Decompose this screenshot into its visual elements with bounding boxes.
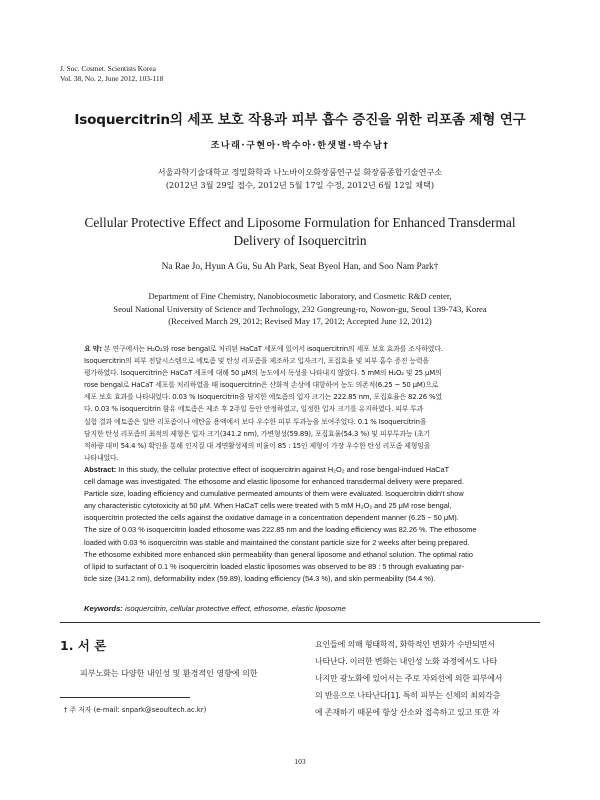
- english-abstract-line: cell damage was investigated. The ethosome and elastic liposome for enhanced transdermal delivery were prepared.: [84, 477, 464, 487]
- korean-dates: (2012년 3월 29일 접수, 2012년 5월 17일 수정, 2012년 6월 12일 채택): [165, 180, 435, 190]
- keywords-text: isoquercitrin, cellular protective effect, ethosome, elastic liposome: [122, 604, 346, 613]
- english-abstract-line: loaded with 0.03 % isoquercitrin was stable and maintained the constant particle size for 2 weeks after being prepared.: [84, 537, 470, 547]
- korean-abstract: [84, 343, 538, 464]
- english-title: [0, 214, 600, 250]
- english-abstract-line: isoquercitrin protected the cells against the oxidative damage in a concentration dependent manner (6.25 ~ 50 μM).: [84, 513, 459, 523]
- english-abstract-line: The ethosome exhibited more enhanced skin permeability than general liposome and ethanol solution. The optimal ratio: [84, 549, 473, 559]
- english-abstract-line: Particle size, loading efficiency and cumulative permeated amounts of them were evaluated. Isoquercitrin didn't show: [84, 489, 464, 499]
- korean-abstract-line: 나타내었다.: [84, 453, 119, 462]
- korean-abstract-line: 실험 결과 에토좀은 일반 리포좀이나 에탄올 용액에서 보다 우수한 피부 투과능을 보여주었다. 0.1 % Isoquercitrin을: [84, 417, 427, 426]
- korean-abstract-label: 요 약:: [84, 345, 102, 353]
- intro-right-line: 에 존재하기 때문에 항상 산소와 접촉하고 있고 또한 자: [315, 708, 500, 717]
- english-authors: Na Rae Jo, Hyun A Gu, Su Ah Park, Seat Byeol Han, and Soo Nam Park†: [161, 262, 439, 272]
- english-affiliation-line2: Seoul National University of Science and Technology, 232 Gongreung-ro, Nowon-gu, Seoul 139-743, Korea: [113, 303, 487, 314]
- english-abstract-label: Abstract:: [84, 465, 117, 474]
- english-abstract-line: of lipid to surfactant of 0.1 % isoquercitrin loaded elastic liposomes was observed to be 89 : 5 through evaluating par-: [84, 561, 465, 571]
- journal-info: [60, 64, 163, 84]
- english-affiliation: [0, 290, 600, 328]
- english-abstract-line: ticle size (341.2 nm), deformability index (59.89), loading efficiency (54.3 %), and skin permeability (54.4 %).: [84, 573, 436, 583]
- english-abstract-line: Abstract: In this study, the cellular protective effect of isoquercitrin against H₂O₂ and rose bengal-indued HaCaT: [84, 465, 450, 474]
- keywords: [84, 604, 346, 613]
- intro-right-line: 나타난다. 이러한 변화는 내인성 노화 과정에서도 나타: [315, 657, 498, 666]
- korean-abstract-line: 세포 보호 효과를 나타내었다. 0.03 % Isoquercitrin을 담지한 에토좀의 입자 크기는 222.85 nm, 포집효율은 82.26 %였: [84, 393, 442, 402]
- intro-right-line: 의 반응으로 나타난다[1]. 특히 피부는 신체의 최외각층: [315, 691, 501, 700]
- page-number: 103: [294, 757, 306, 766]
- section-heading: 1. 서 론: [60, 638, 107, 653]
- intro-right-column: [315, 636, 545, 721]
- korean-authors: 조나래·구현아·박수아·한샛별·박수남†: [210, 141, 390, 151]
- korean-abstract-line: 다. 0.03 % isoquercitrin 함유 에토좀은 제조 후 2주일 동안 안정하였고, 일정한 입자 크기를 유지하였다. 피부 투과: [84, 405, 424, 414]
- english-dates: (Received March 29, 2012; Revised May 17, 2012; Accepted June 12, 2012): [168, 316, 432, 327]
- english-abstract-line: any characteristic cytotoxicity at 50 μM. When HaCaT cells were treated with 5 mM H₂O₂ and 25 μM rose bengal,: [84, 501, 452, 511]
- intro-left-text: 피부노화는 다양한 내인성 및 환경적인 영향에 의한: [80, 669, 258, 678]
- journal-volume: Vol. 38, No. 2, June 2012, 103-118: [60, 74, 164, 83]
- korean-abstract-line: 평가하였다. Isoquercitrin은 HaCaT 세포에 대해 50 μM의 농도에서 독성을 나타내지 않았다. 5 mM의 H₂O₂ 및 25 μM의: [84, 369, 442, 378]
- keywords-label: Keywords:: [84, 604, 123, 613]
- intro-right-line: 요인들에 의해 형태학적, 화학적인 변화가 수반되면서: [315, 640, 495, 649]
- english-abstract-line: The size of 0.03 % isoquercitrin loaded ethosome was 222.85 nm and the loading efficiency was 82.26 %. The ethosome: [84, 525, 477, 535]
- korean-title: Isoquercitrin의 세포 보호 작용과 피부 흡수 증진을 위한 리포좀 제형 연구: [74, 112, 526, 128]
- intro-right-line: 나지만 광노화에 있어서는 주로 자외선에 의한 피부에서: [315, 674, 503, 683]
- korean-abstract-line: rose bengal로 HaCaT 세포를 처리하였을 때 isoquercitrin은 산화적 손상에 대항하여 농도 의존적(6.25 ~ 50 μM)으로: [84, 381, 439, 390]
- footnote-divider: [60, 697, 190, 698]
- section-divider: [60, 622, 540, 623]
- english-title-line1: Cellular Protective Effect and Liposome Formulation for Enhanced Transdermal: [84, 215, 516, 230]
- korean-affiliation-text: 서울과학기술대학교 정밀화학과 나노바이오화장품연구실 화장품종합기술연구소: [157, 167, 443, 177]
- footnote: † 주 저자 (e-mail: snpark@seoultech.ac.kr): [64, 706, 207, 714]
- korean-abstract-line: 담지한 탄성 리포좀의 최적의 제형은 입자 크기(341.2 nm), 가변형성(59.89), 포집효율(54.3 %) 및 피부투과능 (초기: [84, 429, 430, 438]
- korean-affiliation: [0, 166, 600, 192]
- english-affiliation-line1: Department of Fine Chemistry, Nanobiocosmetic laboratory, and Cosmetic R&D center,: [148, 291, 452, 301]
- korean-abstract-line: Isoquercitrin의 피부 전달시스템으로 에토좀 및 탄성 리포좀을 제조하고 입자크기, 포집효율 및 피부 흡수 증진 능력을: [84, 357, 429, 366]
- english-abstract: [84, 464, 538, 585]
- english-title-line2: Delivery of Isoquercitrin: [233, 233, 367, 248]
- korean-abstract-line: 요 약: 본 연구에서는 H₂O₂와 rose bengal로 처리된 HaCaT 세포에 있어서 isoquercitrin의 세포 보호 효과를 조사하였다.: [84, 345, 443, 353]
- journal-name: J. Soc. Cosmet. Scientists Korea: [60, 64, 156, 73]
- korean-abstract-line: 적하량 대비 54.4 %) 확인을 통해 인지질 대 계면활성제의 비율이 85 : 15인 제형이 가장 우수한 탄성 리포좀 제형임을: [84, 441, 431, 450]
